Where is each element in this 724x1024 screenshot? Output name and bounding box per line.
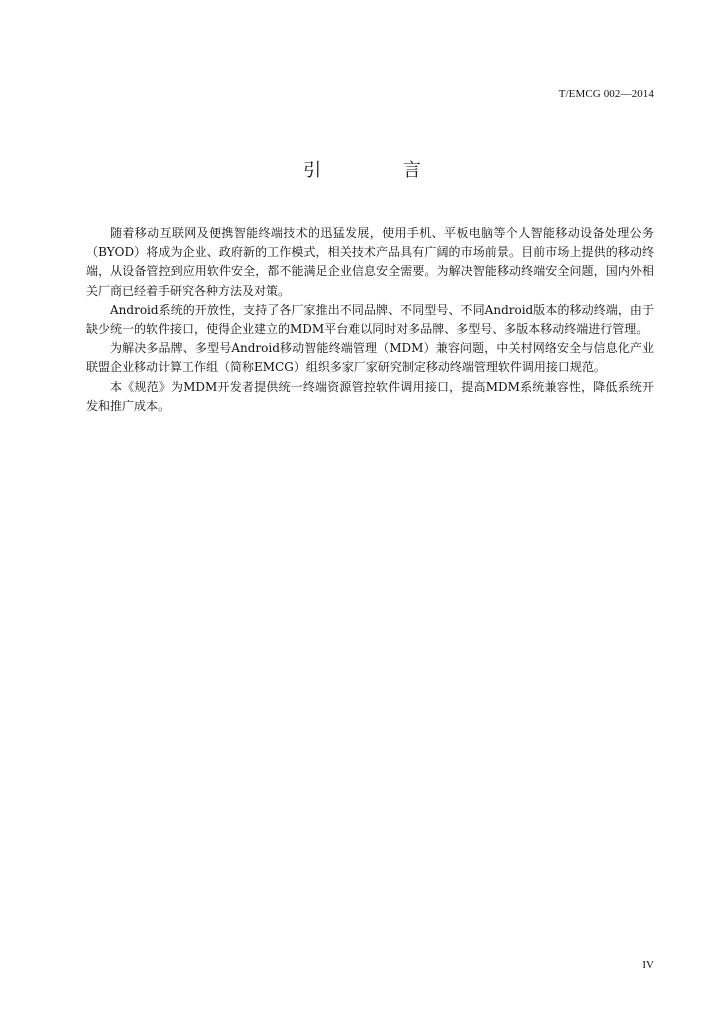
paragraph: Android系统的开放性，支持了各厂家推出不同品牌、不同型号、不同Android版本的移动终端，由于缺少统一的软件接口，使得企业建立的MDM平台难以同时对多品牌、多型号、多版本移动终端进行管理。 xyxy=(86,302,654,337)
paragraph: 为解决多品牌、多型号Android移动智能终端管理（MDM）兼容问题，中关村网络安全与信息化产业联盟企业移动计算工作组（简称EMCG）组织多家厂家研究制定移动终端管理软件调用接口规范。 xyxy=(86,341,654,375)
paragraph: 本《规范》为MDM开发者提供统一终端资源管控软件调用接口，提高MDM系统兼容性，降低系统开发和推广成本。 xyxy=(86,379,654,413)
page-number: IV xyxy=(642,959,654,971)
body-text xyxy=(86,224,654,416)
section-title: 引 言 xyxy=(303,160,459,181)
document-code: T/EMCG 002—2014 xyxy=(558,88,654,100)
paragraph: 随着移动互联网及便携智能终端技术的迅猛发展，使用手机、平板电脑等个人智能移动设备处理公务（BYOD）将成为企业、政府新的工作模式，相关技术产品具有广阔的市场前景。目前市场上提供的移动终端，从设备管控到应用软件安全，都不能满足企业信息安全需要。为解决智能移动终端安全问题，国内外相关厂商已经着手研究各种方法及对策。 xyxy=(86,226,654,298)
